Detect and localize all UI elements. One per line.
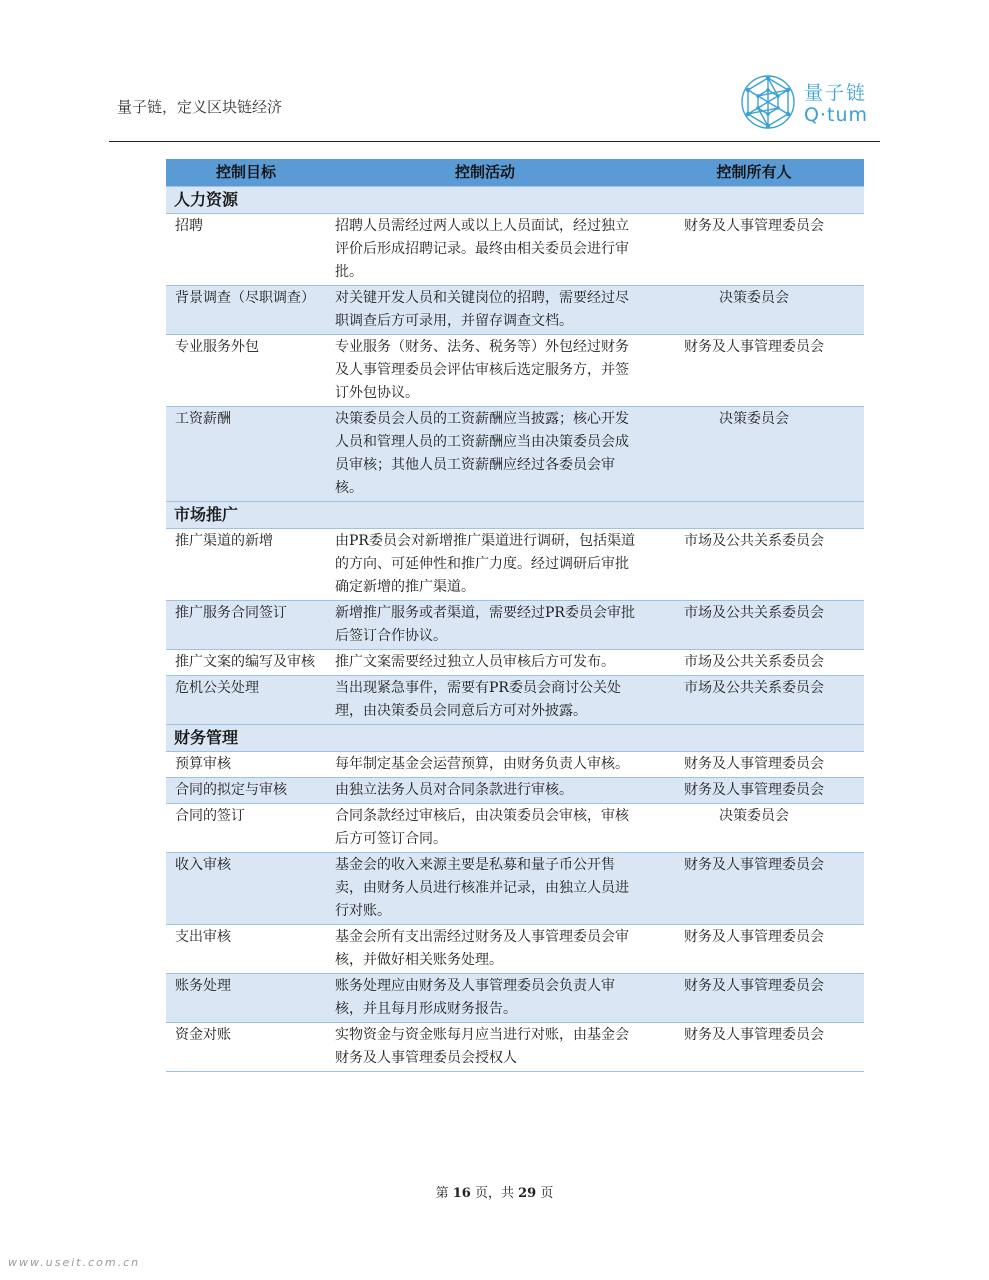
cell-activity: 招聘人员需经过两人或以上人员面试，经过独立评价后形成招聘记录。最终由相关委员会进行审批。: [326, 214, 644, 286]
footer-suffix: 页: [540, 1186, 554, 1201]
cell-owner: 财务及人事管理委员会: [644, 1023, 864, 1072]
cell-owner: 市场及公共关系委员会: [644, 650, 864, 676]
cell-activity: 新增推广服务或者渠道，需要经过PR委员会审批后签订合作协议。: [326, 601, 644, 650]
cell-objective: 推广文案的编写及审核: [166, 650, 326, 676]
qtum-logo: [738, 72, 873, 132]
cell-objective: 账务处理: [166, 974, 326, 1023]
cell-owner: 财务及人事管理委员会: [644, 335, 864, 407]
cell-activity: 基金会所有支出需经过财务及人事管理委员会审核，并做好相关账务处理。: [326, 925, 644, 974]
cell-objective: 合同的拟定与审核: [166, 778, 326, 804]
section-label: 人力资源: [166, 187, 864, 214]
cell-owner: 市场及公共关系委员会: [644, 601, 864, 650]
cell-activity: 当出现紧急事件，需要有PR委员会商讨公关处理，由决策委员会同意后方可对外披露。: [326, 676, 644, 725]
cell-objective: 推广渠道的新增: [166, 529, 326, 601]
cell-activity: 由PR委员会对新增推广渠道进行调研，包括渠道的方向、可延伸性和推广力度。经过调研后审批确定新增的推广渠道。: [326, 529, 644, 601]
table-row: [166, 1023, 864, 1072]
cell-activity: 合同条款经过审核后，由决策委员会审核，审核后方可签订合同。: [326, 804, 644, 853]
column-header-objective: 控制目标: [166, 159, 326, 187]
section-row: [166, 725, 864, 752]
cell-activity: 专业服务（财务、法务、税务等）外包经过财务及人事管理委员会评估审核后选定服务方，并签订外包协议。: [326, 335, 644, 407]
section-row: [166, 502, 864, 529]
cell-objective: 推广服务合同签订: [166, 601, 326, 650]
cell-objective: 合同的签订: [166, 804, 326, 853]
footer-middle: 页，共: [474, 1186, 514, 1201]
cell-objective: 预算审核: [166, 752, 326, 778]
cell-owner: 财务及人事管理委员会: [644, 752, 864, 778]
control-table: [166, 159, 864, 1072]
section-label: 市场推广: [166, 502, 864, 529]
table-row: [166, 752, 864, 778]
cell-owner: 决策委员会: [644, 286, 864, 335]
cell-owner: 市场及公共关系委员会: [644, 529, 864, 601]
cell-owner: 财务及人事管理委员会: [644, 925, 864, 974]
cell-objective: 专业服务外包: [166, 335, 326, 407]
cell-activity: 对关键开发人员和关键岗位的招聘，需要经过尽职调查后方可录用，并留存调查文档。: [326, 286, 644, 335]
watermark: www.useit.com.cn: [8, 1256, 141, 1269]
table-row: [166, 335, 864, 407]
cell-activity: 账务处理应由财务及人事管理委员会负责人审核，并且每月形成财务报告。: [326, 974, 644, 1023]
column-header-owner: 控制所有人: [644, 159, 864, 187]
current-page-number: 16: [452, 1186, 471, 1201]
cell-owner: 财务及人事管理委员会: [644, 853, 864, 925]
table-row: [166, 676, 864, 725]
table-row: [166, 529, 864, 601]
network-globe-icon: [738, 72, 800, 132]
cell-owner: 决策委员会: [644, 407, 864, 502]
header-title: 量子链，定义区块链经济: [117, 98, 283, 116]
cell-objective: 招聘: [166, 214, 326, 286]
total-page-number: 29: [518, 1186, 537, 1201]
cell-objective: 危机公关处理: [166, 676, 326, 725]
table-row: [166, 650, 864, 676]
cell-activity: 由独立法务人员对合同条款进行审核。: [326, 778, 644, 804]
cell-owner: 财务及人事管理委员会: [644, 214, 864, 286]
table-row: [166, 804, 864, 853]
cell-activity: 实物资金与资金账每月应当进行对账，由基金会财务及人事管理委员会授权人: [326, 1023, 644, 1072]
table-header-row: [166, 159, 864, 187]
logo-text-cn: 量子链: [804, 82, 868, 104]
header-divider: [109, 141, 880, 142]
cell-owner: 财务及人事管理委员会: [644, 974, 864, 1023]
table-row: [166, 286, 864, 335]
section-label: 财务管理: [166, 725, 864, 752]
cell-objective: 收入审核: [166, 853, 326, 925]
cell-owner: 决策委员会: [644, 804, 864, 853]
table-row: [166, 214, 864, 286]
table-row: [166, 778, 864, 804]
cell-activity: 每年制定基金会运营预算，由财务负责人审核。: [326, 752, 644, 778]
cell-activity: 基金会的收入来源主要是私募和量子币公开售卖，由财务人员进行核准并记录，由独立人员进行对账。: [326, 853, 644, 925]
cell-owner: 财务及人事管理委员会: [644, 778, 864, 804]
table-row: [166, 974, 864, 1023]
cell-owner: 市场及公共关系委员会: [644, 676, 864, 725]
table-body: [166, 187, 864, 1072]
cell-objective: 背景调查（尽职调查）: [166, 286, 326, 335]
cell-objective: 资金对账: [166, 1023, 326, 1072]
footer-prefix: 第: [435, 1186, 449, 1201]
cell-activity: 推广文案需要经过独立人员审核后方可发布。: [326, 650, 644, 676]
table-row: [166, 407, 864, 502]
table-row: [166, 925, 864, 974]
column-header-activity: 控制活动: [326, 159, 644, 187]
cell-objective: 工资薪酬: [166, 407, 326, 502]
section-row: [166, 187, 864, 214]
logo-text-en: Q·tum: [804, 104, 868, 126]
page-footer: [0, 1182, 989, 1201]
table-row: [166, 853, 864, 925]
table-row: [166, 601, 864, 650]
cell-activity: 决策委员会人员的工资薪酬应当披露；核心开发人员和管理人员的工资薪酬应当由决策委员会成员审核；其他人员工资薪酬应经过各委员会审核。: [326, 407, 644, 502]
cell-objective: 支出审核: [166, 925, 326, 974]
